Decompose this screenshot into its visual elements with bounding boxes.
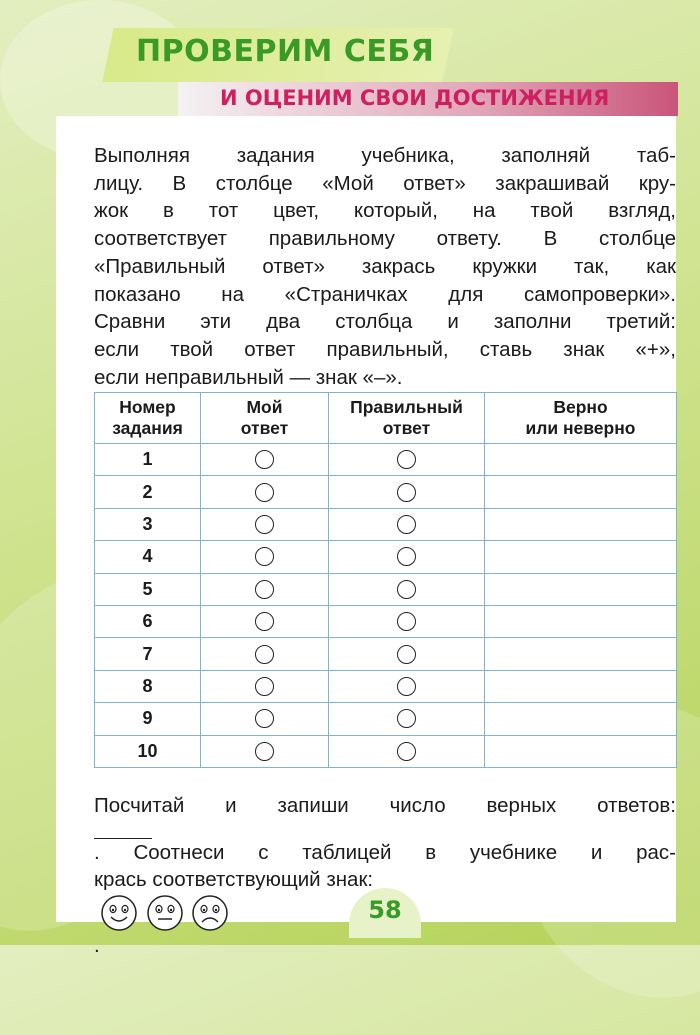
task-number-cell: 6 (95, 605, 201, 637)
result-cell[interactable] (485, 638, 677, 670)
answer-circle[interactable] (397, 612, 416, 631)
text-line: показано на «Страничках для самопроверки». (94, 282, 676, 306)
result-cell[interactable] (485, 605, 677, 637)
text-fragment: крась соответствующий знак: (94, 868, 374, 892)
text-line: жок в тот цвет, который, на твой взгляд, (94, 199, 676, 223)
task-number-cell: 5 (95, 573, 201, 605)
answer-blank[interactable] (94, 820, 152, 839)
table-row (95, 605, 677, 637)
header-line: ответ (382, 418, 431, 438)
column-header-task-number (95, 393, 201, 444)
result-cell[interactable] (485, 476, 677, 508)
answer-circle[interactable] (397, 580, 416, 599)
header-line: ответ (240, 418, 289, 438)
correct-answer-cell[interactable] (329, 541, 485, 573)
text-line: Посчитай и запиши число верных ответов: (94, 794, 676, 817)
answer-circle[interactable] (397, 483, 416, 502)
answer-circle[interactable] (397, 515, 416, 534)
my-answer-cell[interactable] (201, 670, 329, 702)
text-fragment: . Соотнеси с таблицей в учебнике и рас- (94, 840, 676, 864)
correct-answer-cell[interactable] (329, 508, 485, 540)
result-cell[interactable] (485, 541, 677, 573)
content-panel (56, 116, 676, 958)
header-line: Номер (119, 397, 176, 417)
answer-circle[interactable] (255, 709, 274, 728)
answer-circle[interactable] (255, 483, 274, 502)
text-line: если неправильный — знак «–». (94, 365, 403, 389)
text-line: Сравни эти два столбца и заполни третий: (94, 310, 676, 334)
answer-circle[interactable] (397, 645, 416, 664)
my-answer-cell[interactable] (201, 735, 329, 767)
result-cell[interactable] (485, 670, 677, 702)
result-cell[interactable] (485, 573, 677, 605)
table-row (95, 638, 677, 670)
task-number-cell: 4 (95, 541, 201, 573)
answer-circle[interactable] (255, 742, 274, 761)
smiling-face-icon[interactable] (100, 894, 138, 932)
text-line: «Правильный ответ» закрась кружки так, как (94, 254, 676, 278)
answer-circle[interactable] (255, 645, 274, 664)
result-cell[interactable] (485, 735, 677, 767)
task-number-cell: 3 (95, 508, 201, 540)
header-line: Верно (553, 397, 608, 417)
text-fragment: . (94, 934, 100, 958)
task-number-cell: 9 (95, 703, 201, 735)
column-header-correct-answer (329, 393, 485, 444)
correct-answer-cell[interactable] (329, 638, 485, 670)
answer-circle[interactable] (397, 677, 416, 696)
self-check-table (94, 392, 677, 768)
page-title: ПРОВЕРИМ СЕБЯ (136, 34, 435, 69)
correct-answer-cell[interactable] (329, 735, 485, 767)
my-answer-cell[interactable] (201, 444, 329, 476)
correct-answer-cell[interactable] (329, 573, 485, 605)
header-line: задания (112, 418, 183, 438)
column-header-my-answer (201, 393, 329, 444)
answer-circle[interactable] (255, 515, 274, 534)
table-row (95, 735, 677, 767)
header-line: Мой (246, 397, 283, 417)
correct-answer-cell[interactable] (329, 703, 485, 735)
my-answer-cell[interactable] (201, 703, 329, 735)
task-number-cell: 7 (95, 638, 201, 670)
result-cell[interactable] (485, 703, 677, 735)
table-header-row (95, 393, 677, 444)
task-number-cell: 8 (95, 670, 201, 702)
answer-circle[interactable] (397, 547, 416, 566)
neutral-face-icon[interactable] (146, 894, 184, 932)
correct-answer-cell[interactable] (329, 476, 485, 508)
answer-circle[interactable] (397, 709, 416, 728)
table-row (95, 444, 677, 476)
table-row (95, 541, 677, 573)
header-line: или неверно (525, 418, 636, 438)
text-line: если твой ответ правильный, ставь знак «+», (94, 337, 676, 361)
answer-circle[interactable] (397, 450, 416, 469)
page-number: 58 (368, 896, 402, 924)
answer-circle[interactable] (255, 580, 274, 599)
my-answer-cell[interactable] (201, 605, 329, 637)
table-row (95, 670, 677, 702)
text-line: соответствует правильному ответу. В столбце (94, 227, 676, 251)
answer-circle[interactable] (255, 547, 274, 566)
header-line: Правильный (350, 397, 463, 417)
result-cell[interactable] (485, 508, 677, 540)
table-row (95, 476, 677, 508)
my-answer-cell[interactable] (201, 476, 329, 508)
task-number-cell: 1 (95, 444, 201, 476)
page-subtitle: И ОЦЕНИМ СВОИ ДОСТИЖЕНИЯ (220, 86, 610, 110)
text-line: Выполняя задания учебника, заполняй таб- (94, 144, 676, 167)
table-row (95, 703, 677, 735)
answer-circle[interactable] (255, 612, 274, 631)
column-header-right-or-wrong (485, 393, 677, 444)
task-number-cell: 10 (95, 735, 201, 767)
sad-face-icon[interactable] (191, 894, 229, 932)
text-line (94, 820, 676, 867)
answer-circle[interactable] (255, 677, 274, 696)
my-answer-cell[interactable] (201, 638, 329, 670)
correct-answer-cell[interactable] (329, 670, 485, 702)
correct-answer-cell[interactable] (329, 605, 485, 637)
my-answer-cell[interactable] (201, 508, 329, 540)
my-answer-cell[interactable] (201, 573, 329, 605)
answer-circle[interactable] (397, 742, 416, 761)
table-row (95, 573, 677, 605)
instructions-text (94, 142, 676, 391)
text-line: лицу. В столбце «Мой ответ» закрашивай кру- (94, 171, 676, 195)
result-cell[interactable] (485, 444, 677, 476)
task-number-cell: 2 (95, 476, 201, 508)
correct-answer-cell[interactable] (329, 444, 485, 476)
table-row (95, 508, 677, 540)
answer-circle[interactable] (255, 450, 274, 469)
my-answer-cell[interactable] (201, 541, 329, 573)
